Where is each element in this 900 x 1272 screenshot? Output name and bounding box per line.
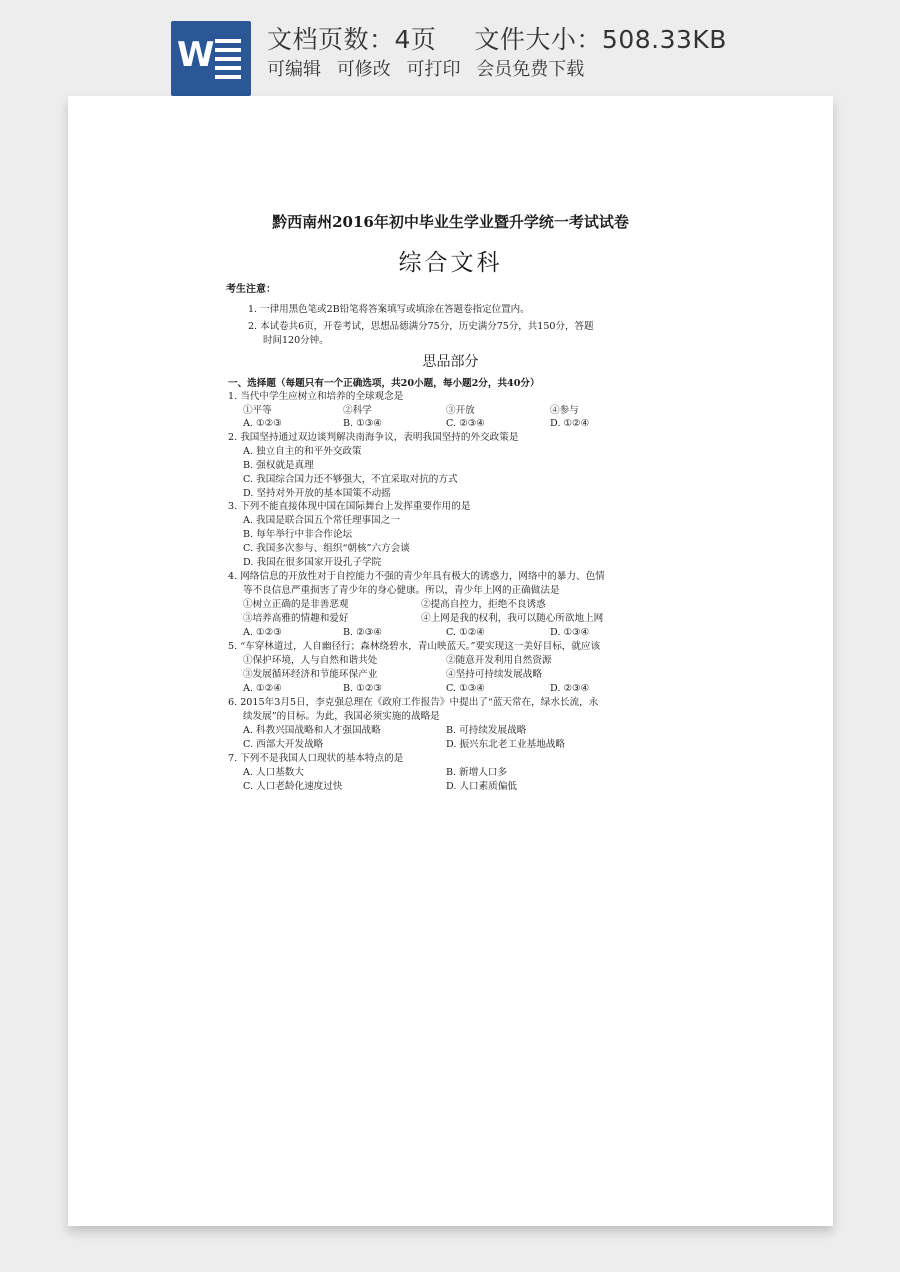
question-item: ①平等 xyxy=(243,405,272,416)
doc-info xyxy=(267,20,727,56)
header xyxy=(0,0,900,96)
answer-choice: A. 我国是联合国五个常任理事国之一 xyxy=(243,515,400,526)
answer-choice: A. ①②④ xyxy=(243,683,282,694)
feature-editable: 可编辑 xyxy=(267,59,321,80)
answer-choice: B. ②③④ xyxy=(343,627,382,638)
exam-title: 黔西南州2016年初中毕业生学业暨升学统一考试试卷 xyxy=(272,213,629,231)
feature-modifiable: 可修改 xyxy=(336,59,391,80)
section-title: 思品部分 xyxy=(422,354,479,370)
answer-choice: A. ①②③ xyxy=(243,418,282,429)
answer-choice: D. ①③④ xyxy=(550,627,590,638)
document-page xyxy=(68,96,833,1226)
feature-printable: 可打印 xyxy=(406,59,461,80)
question-stem: 2. 我国坚持通过双边谈判解决南海争议，表明我国坚持的外交政策是 xyxy=(228,432,519,443)
answer-choice: A. 科教兴国战略和人才强国战略 xyxy=(243,725,381,736)
question-item: ①树立正确的是非善恶观 xyxy=(243,599,349,610)
question-item: ③发展循环经济和节能环保产业 xyxy=(243,669,378,680)
word-icon-lines xyxy=(215,39,241,84)
question-item: ①保护环境，人与自然和谐共处 xyxy=(243,655,378,666)
feature-free-download: 会员免费下载 xyxy=(476,59,585,80)
question-stem: 5. “车穿林道过，人自幽径行；森林绕碧水，青山映蓝天。”要实现这一美好目标，就应该 xyxy=(228,641,601,652)
answer-choice: A. 人口基数大 xyxy=(243,767,304,778)
question-stem-cont: 等不良信息严重损害了青少年的身心健康。所以，青少年上网的正确做法是 xyxy=(243,585,560,596)
word-document-icon xyxy=(171,21,251,96)
answer-choice: B. 可持续发展战略 xyxy=(446,725,527,736)
answer-choice: C. 我国多次参与、组织“朝核”六方会谈 xyxy=(243,543,410,554)
part-title: 一、选择题（每题只有一个正确选项，共20小题，每小题2分，共40分） xyxy=(228,378,540,389)
file-size: 文件大小：508.33KB xyxy=(474,25,727,54)
question-stem: 6. 2015年3月5日，李克强总理在《政府工作报告》中提出了“蓝天常在，绿水长流，永 xyxy=(228,697,599,708)
doc-pages: 文档页数：4页 xyxy=(267,25,437,54)
word-icon-letter: W xyxy=(177,35,215,75)
answer-choice: A. ①②③ xyxy=(243,627,282,638)
exam-subject: 综合文科 xyxy=(398,250,503,276)
answer-choice: D. ①②④ xyxy=(550,418,590,429)
answer-choice: C. ②③④ xyxy=(446,418,485,429)
notice-2: 2. 本试卷共6页，开卷考试，思想品德满分75分，历史满分75分，共150分，答题 xyxy=(248,321,594,332)
answer-choice: B. ①③④ xyxy=(343,418,382,429)
answer-choice: B. 新增人口多 xyxy=(446,767,508,778)
feature-list xyxy=(267,55,594,81)
question-item: ④参与 xyxy=(550,405,579,416)
notice-title: 考生注意： xyxy=(226,284,276,295)
answer-choice: C. 人口老龄化速度过快 xyxy=(243,781,343,792)
question-item: ②提高自控力，拒绝不良诱惑 xyxy=(421,599,546,610)
question-item: ④上网是我的权利，我可以随心所欲地上网 xyxy=(421,613,604,624)
question-stem: 7. 下列不是我国人口现状的基本特点的是 xyxy=(228,753,404,764)
answer-choice: D. ②③④ xyxy=(550,683,590,694)
answer-choice: B. ①②③ xyxy=(343,683,382,694)
question-item: ④坚持可持续发展战略 xyxy=(446,669,542,680)
question-stem: 3. 下列不能直接体现中国在国际舞台上发挥重要作用的是 xyxy=(228,501,471,512)
answer-choice: C. ①②④ xyxy=(446,627,485,638)
question-item: ③培养高雅的情趣和爱好 xyxy=(243,613,349,624)
answer-choice: D. 人口素质偏低 xyxy=(446,781,518,792)
question-item: ③开放 xyxy=(446,405,475,416)
question-item: ②科学 xyxy=(343,405,372,416)
question-item: ②随意开发利用自然资源 xyxy=(446,655,552,666)
notice-1: 1. 一律用黑色笔或2B铅笔将答案填写或填涂在答题卷指定位置内。 xyxy=(248,304,530,315)
answer-choice: D. 坚持对外开放的基本国策不动摇 xyxy=(243,488,391,499)
answer-choice: D. 振兴东北老工业基地战略 xyxy=(446,739,565,750)
answer-choice: C. 西部大开发战略 xyxy=(243,739,324,750)
answer-choice: B. 每年举行中非合作论坛 xyxy=(243,529,353,540)
question-stem-cont: 续发展”的目标。为此，我国必须实施的战略是 xyxy=(243,711,440,722)
answer-choice: D. 我国在很多国家开设孔子学院 xyxy=(243,557,382,568)
answer-choice: C. 我国综合国力还不够强大，不宜采取对抗的方式 xyxy=(243,474,458,485)
answer-choice: A. 独立自主的和平外交政策 xyxy=(243,446,362,457)
question-stem: 4. 网络信息的开放性对于自控能力不强的青少年具有极大的诱惑力，网络中的暴力、色情 xyxy=(228,571,605,582)
notice-2-cont: 时间120分钟。 xyxy=(263,335,329,346)
answer-choice: C. ①③④ xyxy=(446,683,485,694)
question-stem: 1. 当代中学生应树立和培养的全球观念是 xyxy=(228,391,404,402)
answer-choice: B. 强权就是真理 xyxy=(243,460,314,471)
